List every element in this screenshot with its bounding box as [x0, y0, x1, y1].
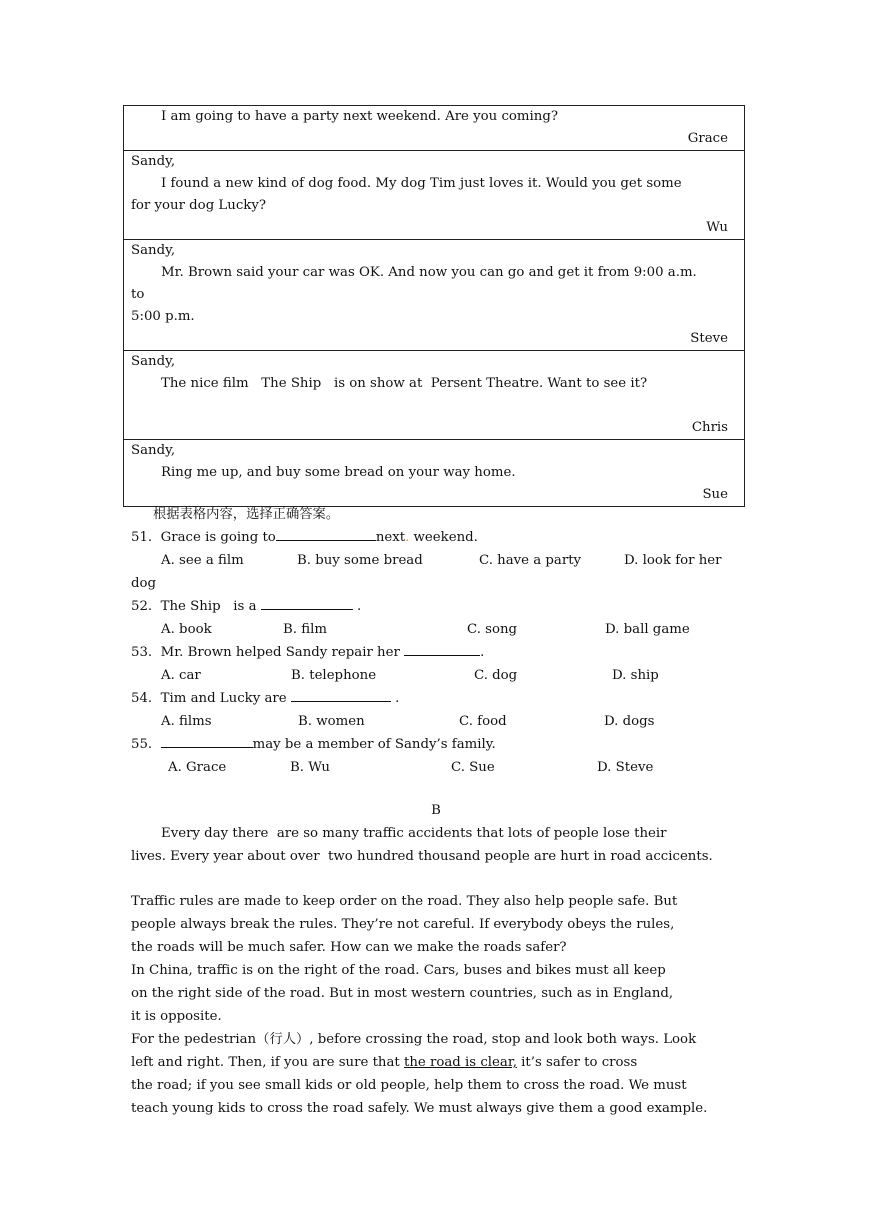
passage-line: the roads will be much safer. How can we make the roads safer? [131, 940, 567, 955]
passage-line: on the right side of the road. But in most western countries, such as in England, [131, 986, 674, 1001]
note-signature: Wu [706, 220, 728, 235]
answer-blank [276, 526, 376, 541]
note-greeting: Sandy, [131, 443, 176, 458]
passage-line: Every day there are so many traffic accidents that lots of people lose their [161, 826, 667, 841]
passage-line: left and right. Then, if you are sure that the road is clear, it’s safer to cross [131, 1055, 638, 1070]
answer-blank [261, 595, 353, 610]
questions-section [131, 503, 741, 779]
passage-line: teach young kids to cross the road safely. We must always give them a good example. [131, 1101, 708, 1116]
note-greeting: Sandy, [131, 243, 176, 258]
note-row [124, 440, 745, 507]
instruction: 根据表格内容，选择正确答案。 [153, 507, 340, 522]
note-line [131, 395, 736, 417]
question-options: A. car B. telephone C. dog D. ship [161, 668, 659, 683]
answer-blank [161, 733, 253, 748]
option-wrap: dog [131, 576, 157, 591]
passage-line: it is opposite. [131, 1009, 222, 1024]
question-54: 54. Tim and Lucky are . [131, 687, 741, 710]
note-row [124, 106, 745, 151]
passage-line: lives. Every year about over two hundred thousand people are hurt in road accicents. [131, 849, 713, 864]
note-line: Mr. Brown said your car was OK. And now you can go and get it from 9:00 a.m. [161, 265, 697, 280]
passage-b [131, 799, 741, 1120]
question-options: A. book B. film C. song D. ball game [161, 622, 690, 637]
passage-line: In China, traffic is on the right of the road. Cars, buses and bikes must all keep [131, 963, 666, 978]
note-signature: Sue [702, 487, 728, 502]
note-line: for your dog Lucky? [131, 198, 266, 213]
underlined-phrase: the road is clear, [403, 1055, 517, 1070]
note-line: 5:00 p.m. [131, 309, 195, 324]
section-heading: B [431, 803, 441, 818]
passage-line: the road; if you see small kids or old people, help them to cross the road. We must [131, 1078, 687, 1093]
question-options: A. see a film B. buy some bread C. have a party D. look for her [161, 553, 722, 568]
question-53: 53. Mr. Brown helped Sandy repair her . [131, 641, 741, 664]
note-line: I am going to have a party next weekend. Are you coming? [161, 109, 558, 124]
note-signature: Grace [687, 131, 728, 146]
note-signature: Chris [691, 420, 728, 435]
passage-line: For the pedestrian（行人）, before crossing the road, stop and look both ways. Look [131, 1032, 697, 1047]
question-options: A. Grace B. Wu C. Sue D. Steve [168, 760, 654, 775]
note-line: The nice film The Ship is on show at Persent Theatre. Want to see it? [161, 376, 648, 391]
notes-table [123, 105, 745, 507]
note-line: I found a new kind of dog food. My dog Tim just loves it. Would you get some [161, 176, 682, 191]
note-greeting: Sandy, [131, 354, 176, 369]
passage-line: people always break the rules. They’re not careful. If everybody obeys the rules, [131, 917, 675, 932]
note-line: Ring me up, and buy some bread on your way home. [161, 465, 516, 480]
answer-blank [291, 687, 391, 702]
passage-line: Traffic rules are made to keep order on the road. They also help people safe. But [131, 894, 678, 909]
question-51: 51. Grace is going to next. weekend. [131, 526, 741, 549]
question-55: 55. may be a member of Sandy’s family. [131, 733, 741, 756]
question-52: 52. The Ship is a . [131, 595, 741, 618]
note-greeting: Sandy, [131, 154, 176, 169]
note-row [124, 351, 745, 440]
note-row [124, 240, 745, 351]
note-row [124, 151, 745, 240]
note-line: to [131, 287, 145, 302]
question-options: A. films B. women C. food D. dogs [161, 714, 655, 729]
answer-blank [404, 641, 480, 656]
note-signature: Steve [690, 331, 728, 346]
